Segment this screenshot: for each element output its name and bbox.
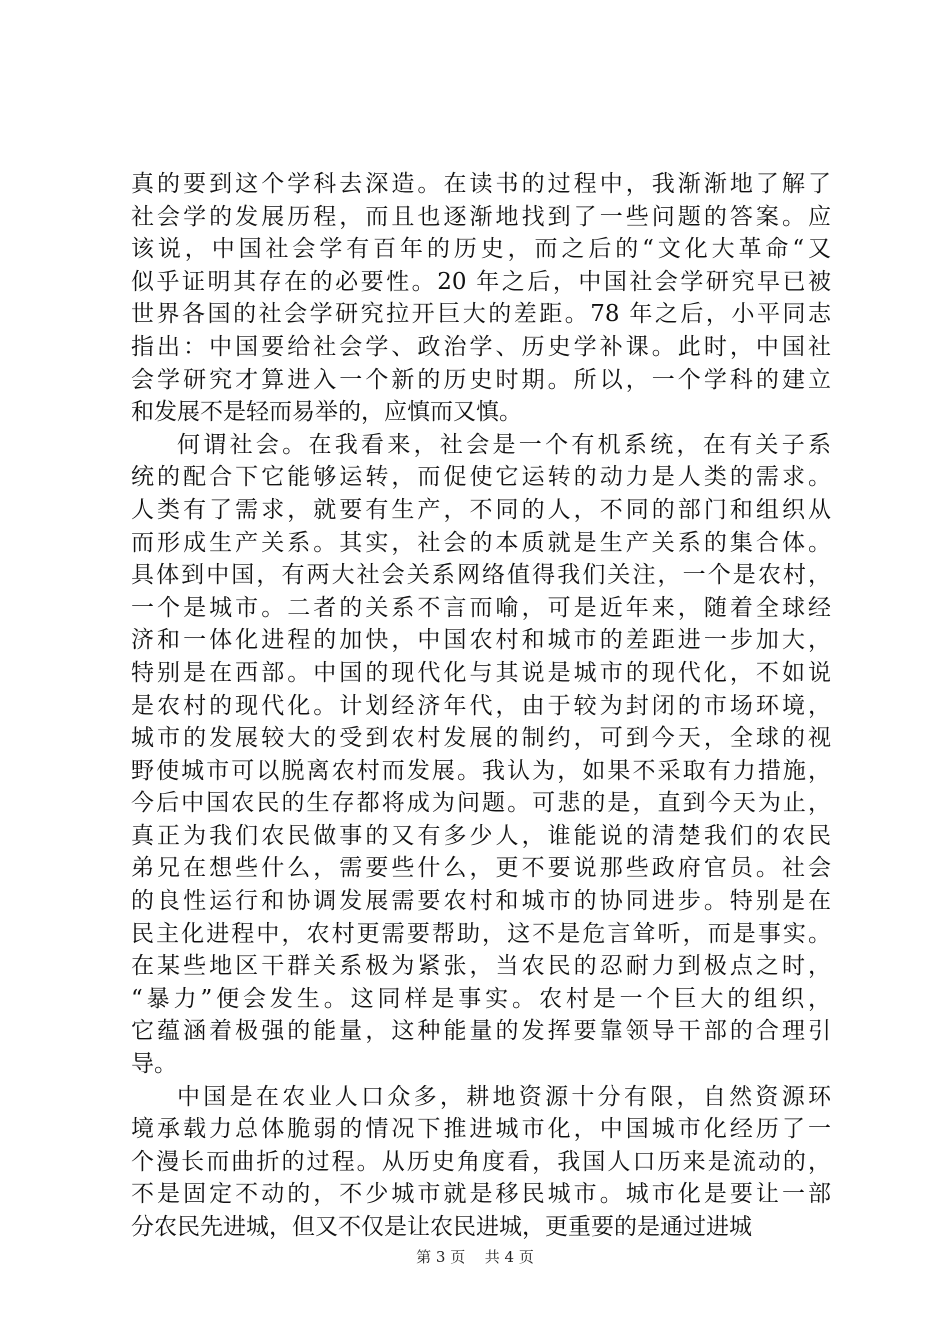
text-line: 分农民先进城，但又不仅是让农民进城，更重要的是通过进城 <box>131 1214 752 1240</box>
text-line: 人类有了需求，就要有生产，不同的人，不同的部门和组织从 <box>131 496 831 523</box>
text-line: 弟兄在想些什么，需要些什么，更不要说那些政府官员。社会 <box>131 855 831 882</box>
text-line: 是农村的现代化。计划经济年代，由于较为封闭的市场环境， <box>131 692 831 719</box>
text-line: 导。 <box>131 1051 177 1078</box>
text-line: 民主化进程中，农村更需要帮助，这不是危言耸听，而是事实。 <box>131 920 831 947</box>
text-line: 统的配合下它能够运转，而促使它运转的动力是人类的需求。 <box>131 464 831 491</box>
text-line: 野使城市可以脱离农村而发展。我认为，如果不采取有力措施， <box>131 757 831 784</box>
text-line: 会学研究才算进入一个新的历史时期。所以，一个学科的建立 <box>131 366 831 393</box>
text-line: 在某些地区干群关系极为紧张，当农民的忍耐力到极点之时， <box>131 953 831 980</box>
text-line: 个漫长而曲折的过程。从历史角度看，我国人口历来是流动的， <box>131 1148 831 1175</box>
page-total: 共 4 页 <box>484 1248 534 1266</box>
text-line: 今后中国农民的生存都将成为问题。可悲的是，直到今天为止， <box>131 790 831 817</box>
document-body <box>131 168 831 1244</box>
text-line: 一个是城市。二者的关系不言而喻，可是近年来，随着全球经 <box>131 594 831 621</box>
text-line: 不是固定不动的，不少城市就是移民城市。城市化是要让一部 <box>131 1181 831 1208</box>
text-line: 真正为我们农民做事的又有多少人，谁能说的清楚我们的农民 <box>131 822 831 849</box>
text-line: 中国是在农业人口众多，耕地资源十分有限，自然资源环 <box>177 1083 831 1110</box>
text-line: 何谓社会。在我看来，社会是一个有机系统，在有关子系 <box>177 431 831 458</box>
text-line: 它蕴涵着极强的能量，这种能量的发挥要靠领导干部的合理引 <box>131 1018 831 1045</box>
text-line: 特别是在西部。中国的现代化与其说是城市的现代化，不如说 <box>131 659 831 686</box>
page-footer <box>0 1247 950 1267</box>
text-line: 济和一体化进程的加快，中国农村和城市的差距进一步加大， <box>131 627 831 654</box>
text-line: 而形成生产关系。其实，社会的本质就是生产关系的集合体。 <box>131 529 831 556</box>
text-line: “暴力”便会发生。这同样是事实。农村是一个巨大的组织， <box>131 985 831 1012</box>
text-line: 的良性运行和协调发展需要农村和城市的协同进步。特别是在 <box>131 888 831 915</box>
text-line: 社会学的发展历程，而且也逐渐地找到了一些问题的答案。应 <box>131 203 831 230</box>
text-line: 似乎证明其存在的必要性。20 年之后，中国社会学研究早已被 <box>131 268 831 295</box>
paragraph <box>131 168 831 429</box>
text-line: 具体到中国，有两大社会关系网络值得我们关注，一个是农村， <box>131 562 831 589</box>
text-line: 和发展不是轻而易举的，应慎而又慎。 <box>131 399 522 426</box>
paragraph <box>131 1081 831 1244</box>
text-line: 真的要到这个学科去深造。在读书的过程中，我渐渐地了解了 <box>131 171 831 197</box>
text-line: 境承载力总体脆弱的情况下推进城市化，中国城市化经历了一 <box>131 1116 831 1143</box>
text-line: 指出：中国要给社会学、政治学、历史学补课。此时，中国社 <box>131 333 831 360</box>
text-line: 城市的发展较大的受到农村发展的制约，可到今天，全球的视 <box>131 725 831 752</box>
text-line: 该说，中国社会学有百年的历史，而之后的“文化大革命“又 <box>131 236 831 263</box>
page-number: 第 3 页 <box>416 1248 466 1266</box>
text-line: 世界各国的社会学研究拉开巨大的差距。78 年之后，小平同志 <box>131 301 831 328</box>
paragraph <box>131 429 831 1081</box>
